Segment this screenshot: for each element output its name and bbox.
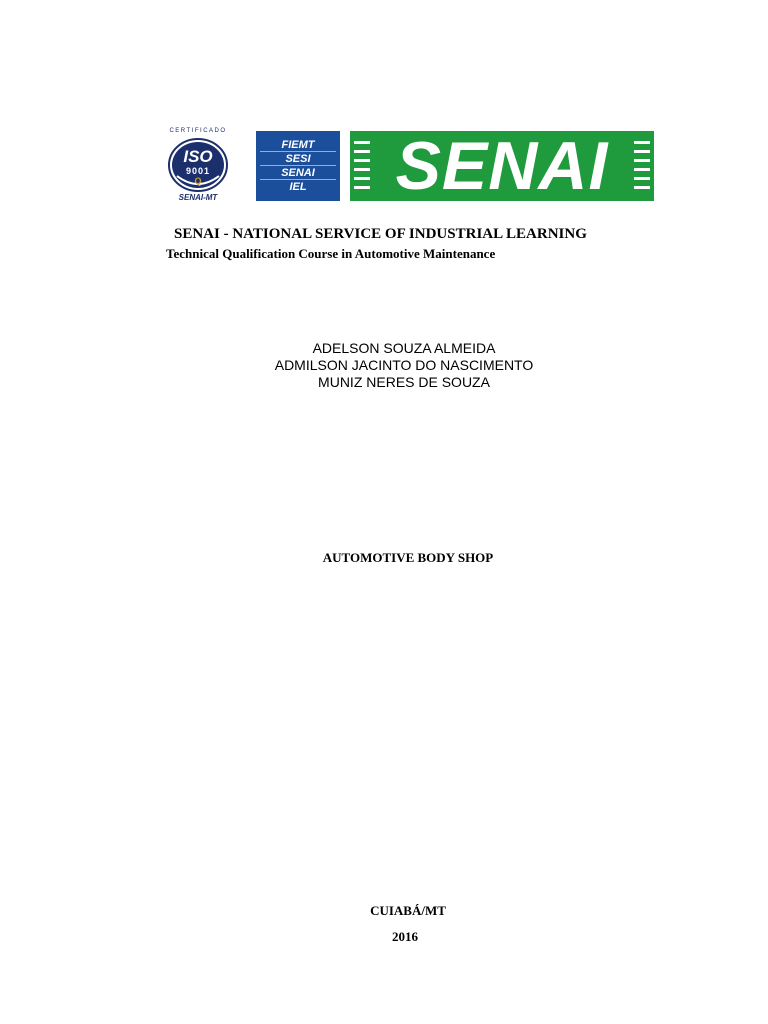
senai-stripe <box>354 186 370 189</box>
year: 2016 <box>392 929 418 944</box>
senai-stripe <box>354 150 370 153</box>
institution-name: SENAI - NATIONAL SERVICE OF INDUSTRIAL LEARNING <box>174 226 587 242</box>
iso-standard-text: 9001 <box>185 166 211 176</box>
senai-stripe <box>634 159 650 162</box>
document-title: AUTOMOTIVE BODY SHOP <box>322 550 494 565</box>
senai-stripe <box>634 141 650 144</box>
authors-list <box>0 340 768 391</box>
senai-stripe <box>634 186 650 189</box>
author-name: MUNIZ NERES DE SOUZA <box>318 374 490 390</box>
iso-footer-text: SENAI-MT <box>178 193 218 202</box>
senai-stripe <box>354 168 370 171</box>
senai-stripe <box>354 177 370 180</box>
senai-stripe <box>634 168 650 171</box>
author-name: ADMILSON JACINTO DO NASCIMENTO <box>274 357 534 373</box>
senai-stripe <box>354 159 370 162</box>
fiemt-line-sesi: SESI <box>285 153 311 165</box>
fiemt-line-fiemt: FIEMT <box>281 139 315 151</box>
senai-stripe <box>354 141 370 144</box>
senai-stripe <box>634 150 650 153</box>
senai-logo <box>350 131 654 201</box>
course-name: Technical Qualification Course in Automotive Maintenance <box>166 246 496 261</box>
iso-q-mark: Q <box>194 176 202 186</box>
fiemt-line-senai: SENAI <box>281 167 315 179</box>
author-name: ADELSON SOUZA ALMEIDA <box>312 340 496 356</box>
city: CUIABÁ/MT <box>370 903 446 918</box>
fiemt-lines <box>256 138 340 194</box>
fiemt-logo <box>256 131 340 201</box>
senai-logo-text: SENAI <box>395 131 609 201</box>
fiemt-line-iel: IEL <box>289 181 307 193</box>
senai-stripe <box>634 177 650 180</box>
iso-text: ISO <box>183 147 213 166</box>
iso-lettering <box>163 126 233 206</box>
iso-certified-text: CERTIFICADO <box>169 128 227 134</box>
